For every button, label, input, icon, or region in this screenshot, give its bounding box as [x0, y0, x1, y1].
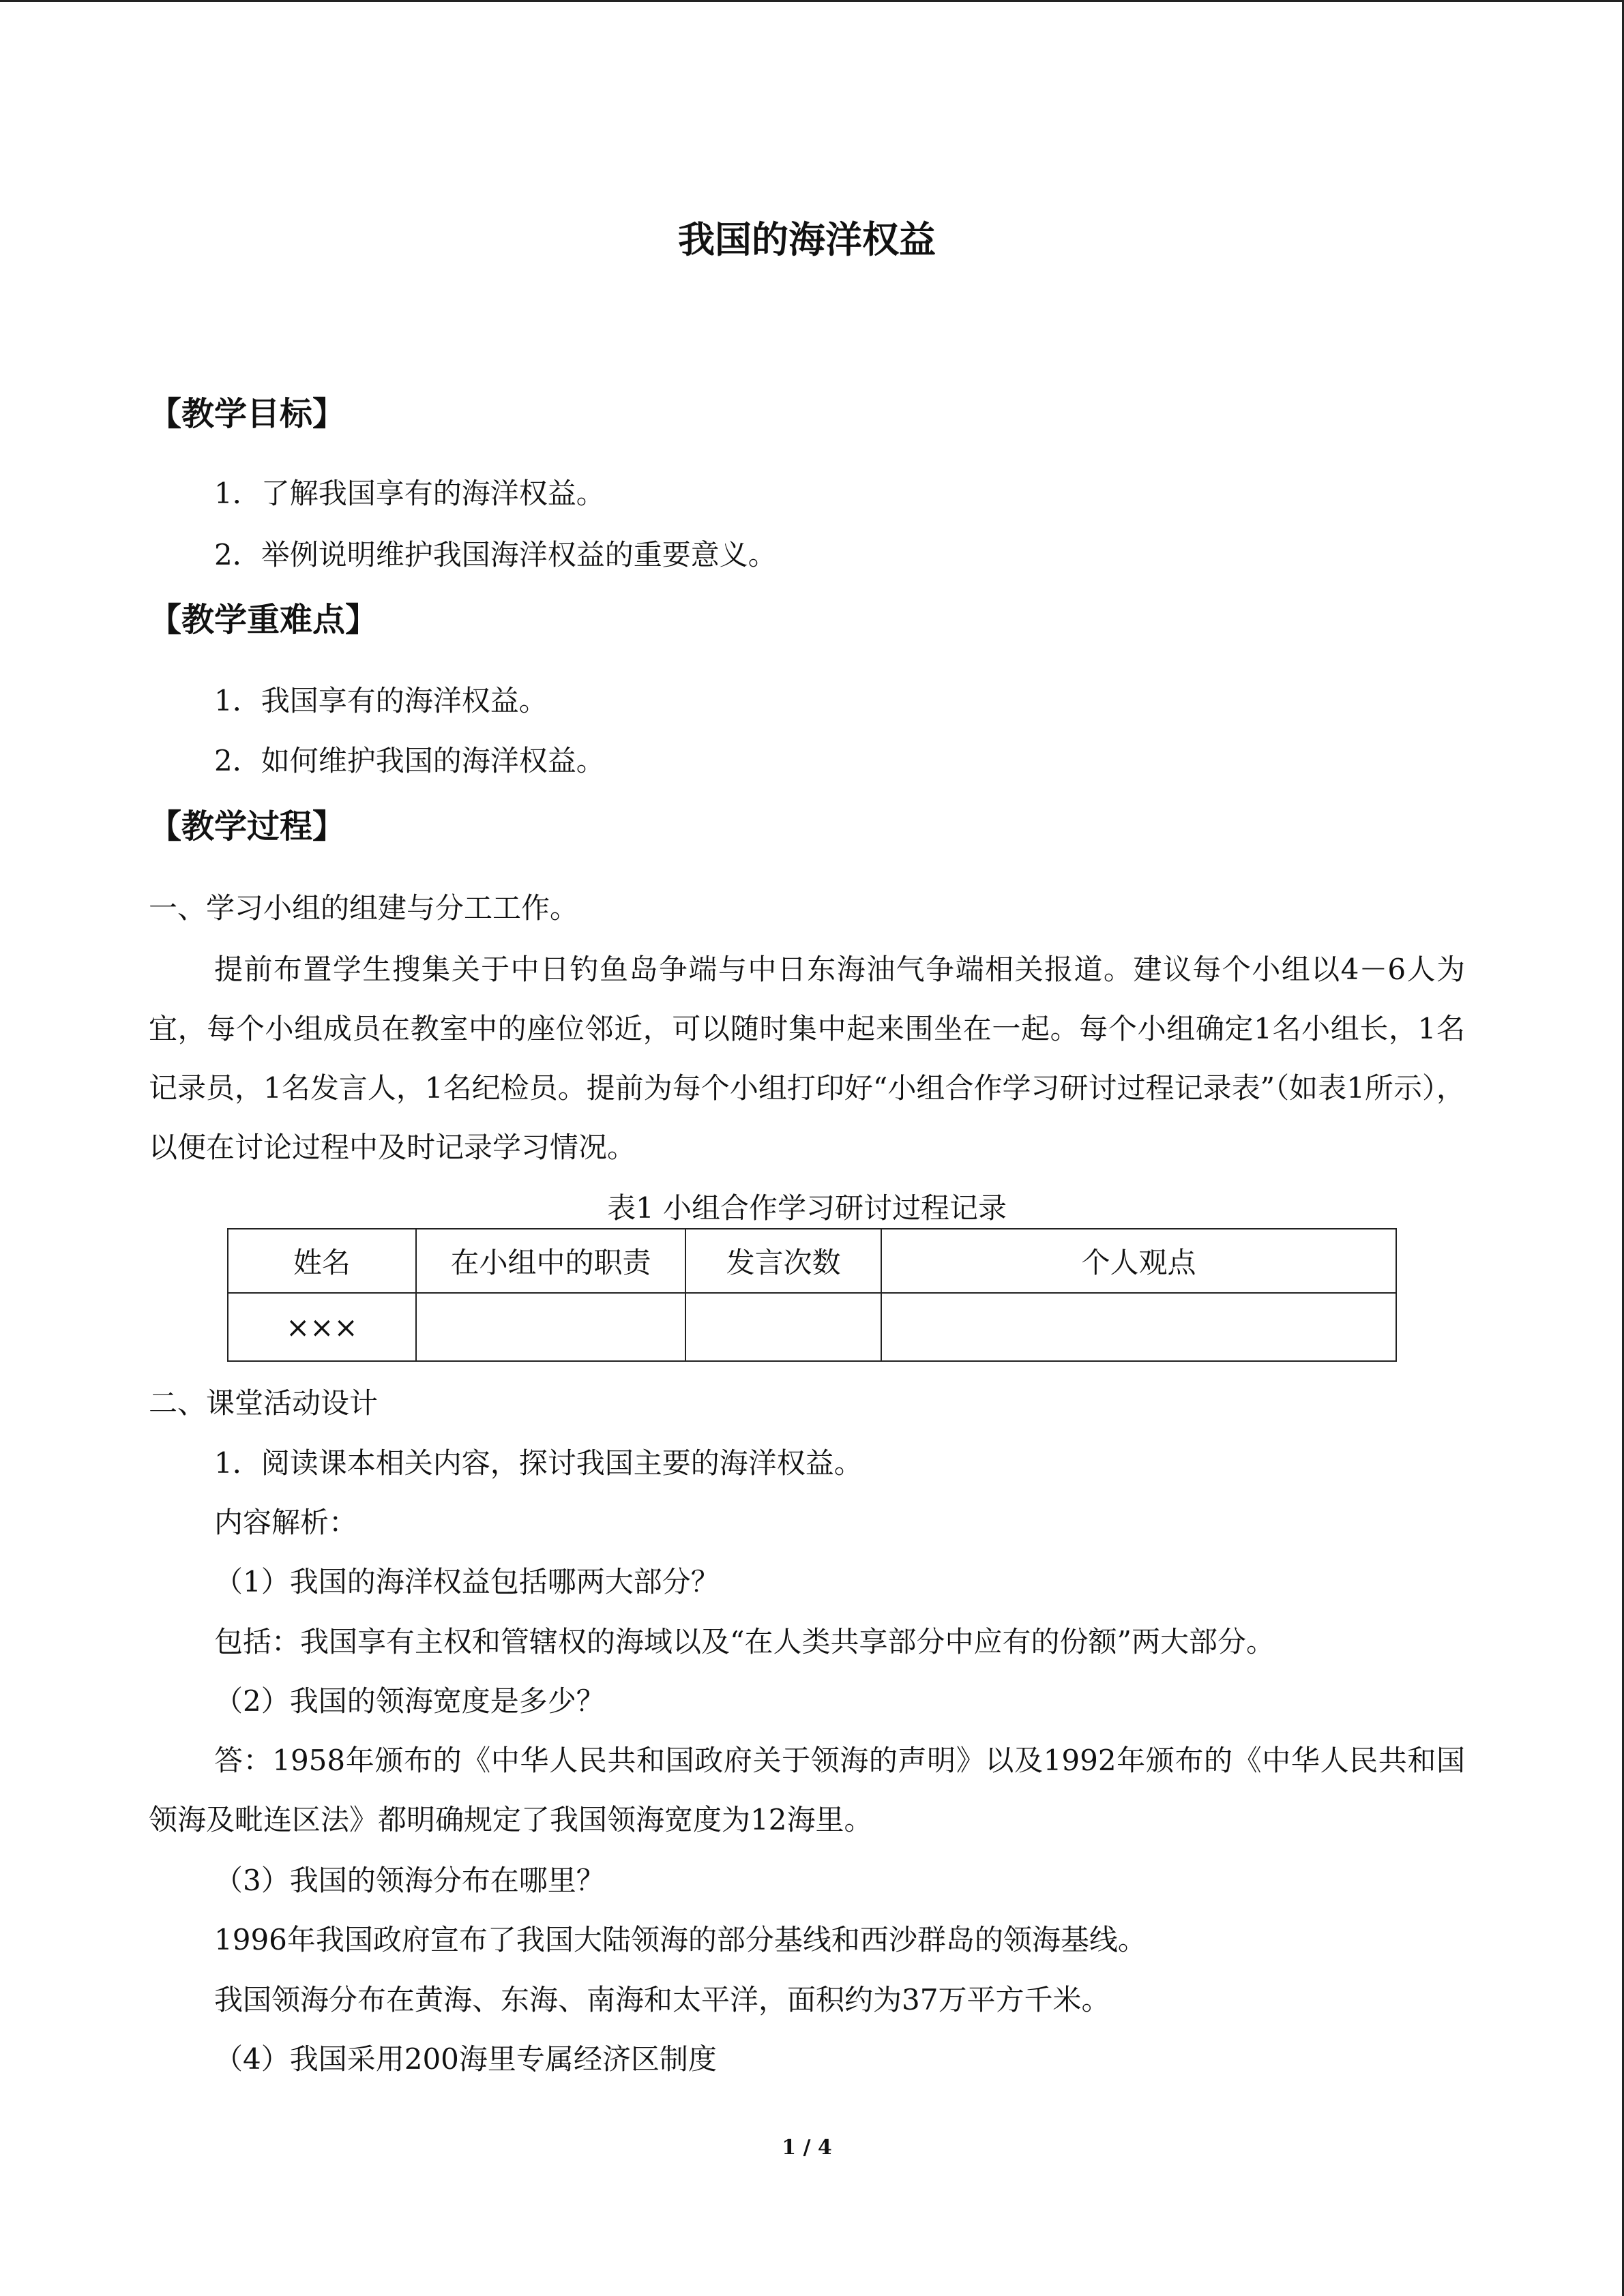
process-heading: 【教学过程】	[149, 807, 346, 846]
question-3: （3）我国的领海分布在哪里？	[214, 1864, 605, 1897]
table-header-cell: 姓名	[228, 1229, 416, 1293]
objectives-heading: 【教学目标】	[149, 395, 346, 433]
part1-title: 一、学习小组的组建与分工工作。	[149, 891, 579, 925]
document-title: 我国的海洋权益	[678, 218, 936, 261]
record-table	[227, 1228, 1397, 1362]
key-point-item: 2．如何维护我国的海洋权益。	[214, 744, 605, 777]
part1-paragraph: 提前布置学生搜集关于中日钓鱼岛争端与中日东海油气争端相关报道。建议每个小组以4－6人为宜，每个小组成员在教室中的座位邻近，可以随时集中起来围坐在一起。每个小组确定1名小组长，1名记录员，1名发言人，1名纪检员。提前为每个小组打印好“小组合作学习研讨过程记录表”（如表1所示），以便在讨论过程中及时记录学习情况。	[149, 953, 1465, 1164]
table-cell	[881, 1293, 1396, 1361]
table-row	[228, 1293, 1396, 1361]
question-1: （1）我国的海洋权益包括哪两大部分？	[214, 1565, 720, 1598]
answer-2: 答：1958年颁布的《中华人民共和国政府关于领海的声明》以及1992年颁布的《中华人民共和国领海及毗连区法》都明确规定了我国领海宽度为12海里。	[149, 1744, 1465, 1836]
table-cell	[685, 1293, 881, 1361]
table-cell: ×××	[228, 1293, 416, 1361]
key-point-item: 1．我国享有的海洋权益。	[214, 684, 548, 717]
table-header-cell: 个人观点	[881, 1229, 1396, 1293]
answer-1: 包括：我国享有主权和管辖权的海域以及“在人类共享部分中应有的份额”两大部分。	[214, 1625, 1275, 1658]
key-points-heading: 【教学重难点】	[149, 601, 379, 639]
page-number: 1 / 4	[782, 2136, 832, 2160]
part2-title: 二、课堂活动设计	[149, 1386, 379, 1420]
answer-3-line-2: 我国领海分布在黄海、东海、南海和太平洋，面积约为37万平方千米。	[214, 1983, 1110, 2016]
table-caption: 表1 小组合作学习研讨过程记录	[606, 1191, 1007, 1225]
table-header-cell: 发言次数	[685, 1229, 881, 1293]
question-2: （2）我国的领海宽度是多少？	[214, 1684, 605, 1718]
page-top-border	[0, 0, 1624, 2]
objective-item: 2．举例说明维护我国海洋权益的重要意义。	[214, 538, 777, 571]
question-4: （4）我国采用200海里专属经济区制度	[214, 2042, 717, 2076]
analysis-label: 内容解析：	[214, 1506, 358, 1539]
activity-1: 1．阅读课本相关内容，探讨我国主要的海洋权益。	[214, 1446, 863, 1480]
objective-item: 1．了解我国享有的海洋权益。	[214, 477, 605, 510]
table-cell	[416, 1293, 686, 1361]
table-header-row	[228, 1229, 1396, 1293]
answer-3-line-1: 1996年我国政府宣布了我国大陆领海的部分基线和西沙群岛的领海基线。	[214, 1923, 1147, 1956]
table-header-cell: 在小组中的职责	[416, 1229, 686, 1293]
